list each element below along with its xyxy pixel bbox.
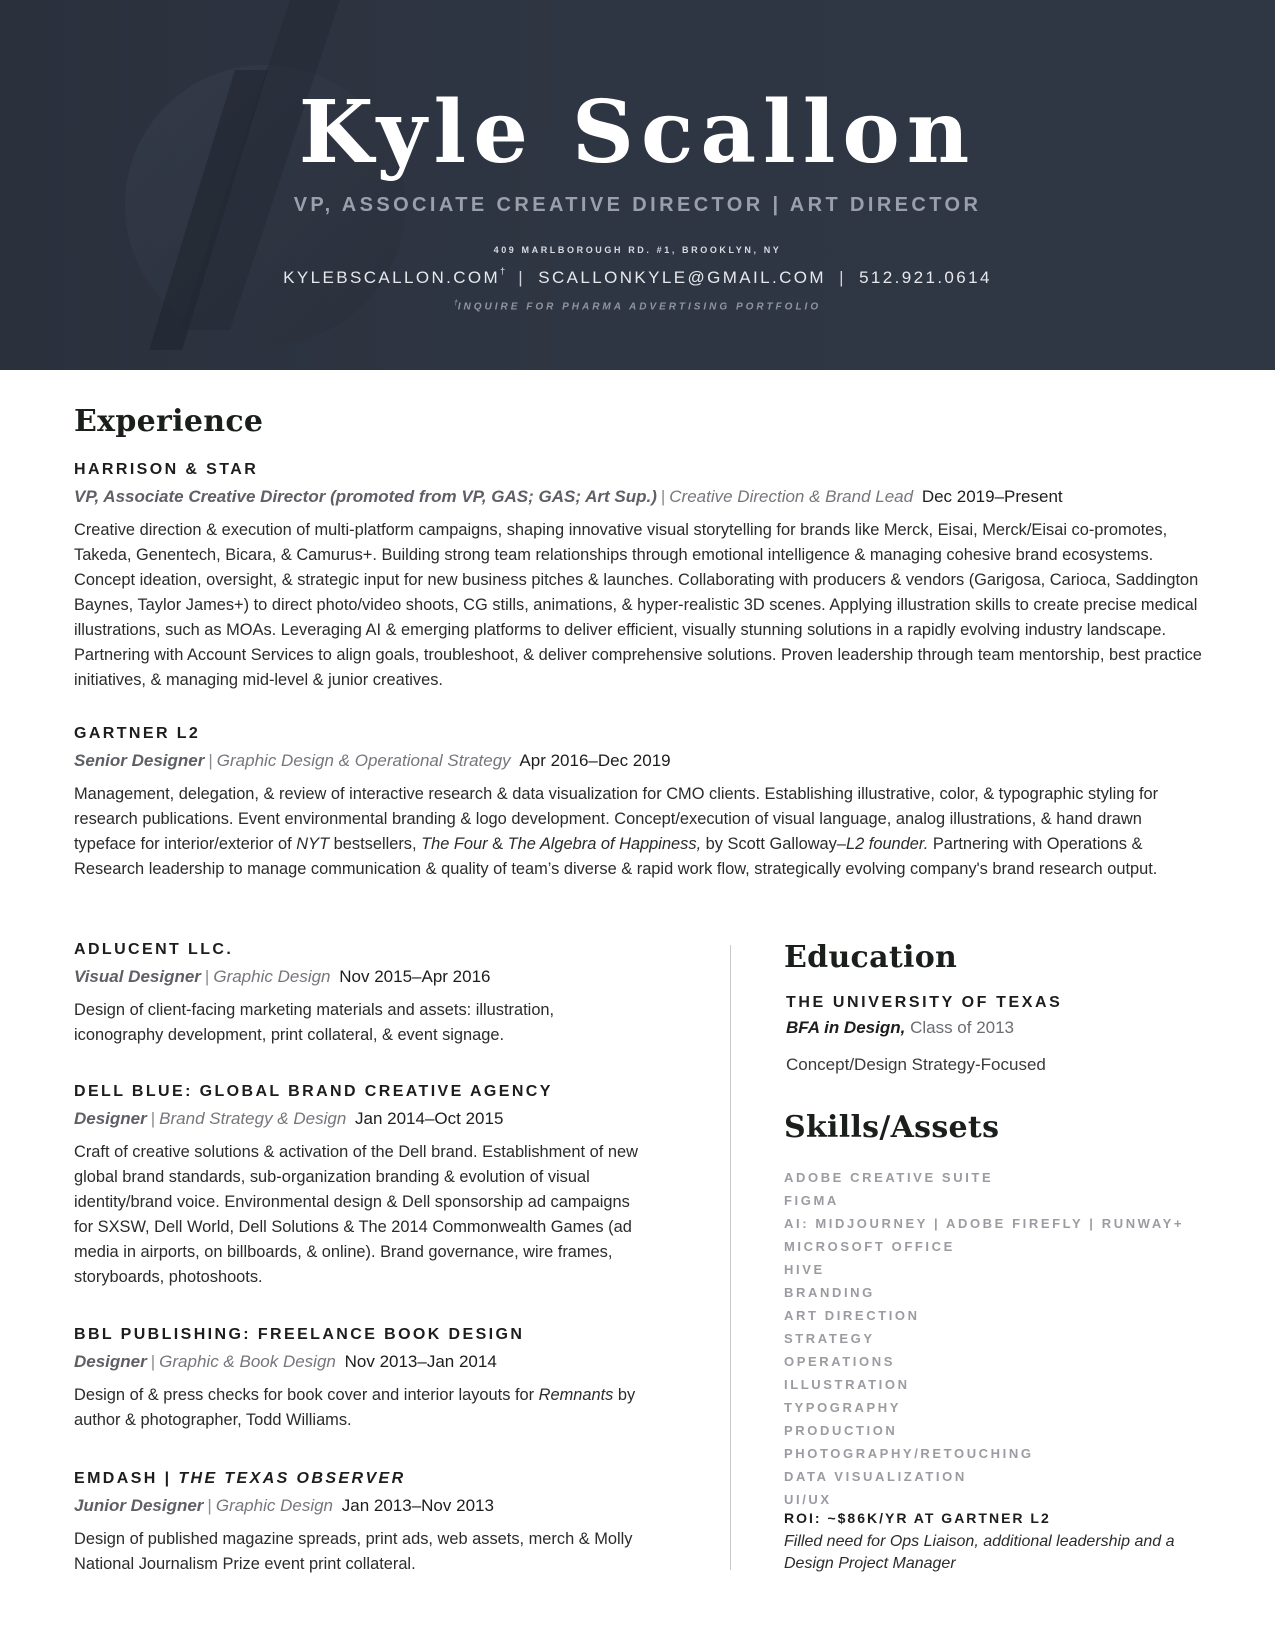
company-name: BBL PUBLISHING: FREELANCE BOOK DESIGN <box>74 1326 525 1343</box>
dagger-mark: † <box>453 300 458 307</box>
role-line: Designer | Graphic & Book Design Nov 2013–Jan 2014 <box>74 1352 497 1371</box>
job-role: Junior Designer <box>74 1496 204 1515</box>
job-dates: Apr 2016–Dec 2019 <box>519 751 671 770</box>
skill-item: MICROSOFT OFFICE <box>784 1239 955 1254</box>
skill-item: PRODUCTION <box>784 1423 898 1438</box>
degree: BFA in Design, <box>786 1018 906 1037</box>
job-dates: Jan 2013–Nov 2013 <box>341 1496 494 1515</box>
email-link[interactable]: SCALLONKYLE@GMAIL.COM <box>538 268 826 287</box>
job-entry <box>74 1082 649 1290</box>
skill-item: STRATEGY <box>784 1331 875 1346</box>
skills-list <box>784 1166 1184 1511</box>
role-line: VP, Associate Creative Director (promoted from VP, GAS; GAS; Art Sup.) | Creative Direction & Brand Lead Dec 2019–Present <box>74 487 1063 506</box>
job-dates: Dec 2019–Present <box>921 487 1063 506</box>
role-line: Junior Designer | Graphic Design Jan 2013–Nov 2013 <box>74 1496 494 1515</box>
mailing-address: 409 MARLBOROUGH RD. #1, BROOKLYN, NY <box>493 245 782 255</box>
school-name: THE UNIVERSITY OF TEXAS <box>786 994 1063 1011</box>
phone-link[interactable]: 512.921.0614 <box>859 268 992 287</box>
education-heading: Education <box>784 940 958 975</box>
skill-item: HIVE <box>784 1262 825 1277</box>
job-focus: Graphic Design <box>213 967 331 986</box>
skill-item: UI/UX <box>784 1492 832 1507</box>
job-role: VP, Associate Creative Director (promoted from VP, GAS; GAS; Art Sup.) <box>74 487 657 506</box>
roi-note: Filled need for Ops Liaison, additional leadership and a Design Project Manager <box>784 1533 1175 1572</box>
monogram-logo-icon <box>0 0 1275 370</box>
job-role: Senior Designer <box>74 751 205 770</box>
class-year: Class of 2013 <box>910 1018 1015 1037</box>
company-name: HARRISON & STAR <box>74 461 259 478</box>
job-dates: Jan 2014–Oct 2015 <box>355 1109 504 1128</box>
job-focus: Creative Direction & Brand Lead <box>669 487 914 506</box>
job-focus: Brand Strategy & Design <box>159 1109 347 1128</box>
degree-line <box>786 1018 1014 1038</box>
candidate-name: Kyle Scallon <box>298 82 977 183</box>
job-entry <box>74 1325 659 1433</box>
website-link[interactable]: KYLEBSCALLON.COM <box>283 268 501 287</box>
candidate-title: VP, ASSOCIATE CREATIVE DIRECTOR | ART DIRECTOR <box>293 194 982 216</box>
skill-item: TYPOGRAPHY <box>784 1400 902 1415</box>
portfolio-note: †INQUIRE FOR PHARMA ADVERTISING PORTFOLIO <box>453 300 822 313</box>
role-line: Visual Designer | Graphic Design Nov 2015–Apr 2016 <box>74 967 491 986</box>
job-role: Designer <box>74 1109 147 1128</box>
role-line: Designer | Brand Strategy & Design Jan 2014–Oct 2015 <box>74 1109 504 1128</box>
job-focus: Graphic Design & Operational Strategy <box>216 751 511 770</box>
contact-separator: | <box>839 268 846 287</box>
job-focus: Graphic & Book Design <box>159 1352 336 1371</box>
job-description: Management, delegation, & review of interactive research & data visualization for CMO clients. Establishing illustrative, color, & typographic styling for research publications. Event environmental branding & logo development. Concept/execution of visual language, analog illustrations, & hand drawn typeface for interior/exterior of NYT bestsellers, The Four & The Algebra of Happiness, by Scott Galloway–L2 founder. Partnering with Operations & Research leadership to manage communication & quality of team’s diverse & rapid work flow, strategically evolving company's brand research output. <box>74 785 1159 878</box>
job-entry <box>74 460 1204 693</box>
skill-item: ART DIRECTION <box>784 1308 920 1323</box>
company-name: GARTNER L2 <box>74 725 201 742</box>
skill-item: ILLUSTRATION <box>784 1377 910 1392</box>
job-description: Creative direction & execution of multi-platform campaigns, shaping innovative visual storytelling for brands like Merck, Eisai, Merck/Eisai co-promotes, Takeda, Genentech, Bicara, & Camurus+. Building strong team relationships through emotional intelligence & managing cohesive brand ecosystems. Concept ideation, oversight, & strategic input for new business pitches & launches. Collaborating with producers & vendors (Garigosa, Carioca, Saddington Baynes, Taylor James+) to direct photo/video shoots, CG stills, animations, & hyper-realistic 3D scenes. Applying illustration skills to create precise medical illustrations, such as MOAs. Leveraging AI & emerging platforms to deliver efficient, visually stunning solutions in a rapidly evolving industry landscape. Partnering with Account Services to align goals, troubleshoot, & deliver comprehensive solutions. Proven leadership through team mentorship, best practice initiatives, & managing mid-level & junior creatives. <box>74 521 1202 689</box>
company-name: DELL BLUE: GLOBAL BRAND CREATIVE AGENCY <box>74 1083 553 1100</box>
skill-item: FIGMA <box>784 1193 839 1208</box>
company-name: ADLUCENT LLC. <box>74 941 234 958</box>
contact-separator: | <box>518 268 526 287</box>
skills-heading: Skills/Assets <box>784 1110 1000 1145</box>
column-divider <box>730 945 731 1570</box>
job-entry <box>74 1469 634 1577</box>
job-role: Visual Designer <box>74 967 201 986</box>
skill-item: ADOBE CREATIVE SUITE <box>784 1170 994 1185</box>
job-entry <box>74 940 634 1048</box>
job-description: Design of client-facing marketing materials and assets: illustration, iconography development, print collateral, & event signage. <box>74 1001 555 1044</box>
publication-name: THE TEXAS OBSERVER <box>178 1470 406 1487</box>
resume-header <box>0 0 1275 370</box>
job-description: Design of & press checks for book cover and interior layouts for Remnants by author & photographer, Todd Williams. <box>74 1386 636 1429</box>
job-description: Design of published magazine spreads, print ads, web assets, merch & Molly National Journalism Prize event print collateral. <box>74 1530 633 1573</box>
skill-item: AI: MIDJOURNEY | ADOBE FIREFLY | RUNWAY+ <box>784 1216 1185 1231</box>
job-dates: Nov 2013–Jan 2014 <box>344 1352 497 1371</box>
skill-item: DATA VISUALIZATION <box>784 1469 967 1484</box>
job-focus: Graphic Design <box>215 1496 334 1515</box>
dagger-mark: † <box>500 266 506 276</box>
job-description: Craft of creative solutions & activation of the Dell brand. Establishment of new global brand standards, sub-organization branding & evolution of visual identity/brand voice. Environmental design & Dell sponsorship ad campaigns for SXSW, Dell World, Dell Solutions & The 2014 Commonwealth Games (ad media in airports, on billboards, & online). Brand governance, wire frames, storyboards, photoshoots. <box>74 1143 638 1286</box>
skill-item: PHOTOGRAPHY/RETOUCHING <box>784 1446 1034 1461</box>
experience-heading: Experience <box>74 404 264 439</box>
job-role: Designer <box>74 1352 147 1371</box>
education-focus: Concept/Design Strategy-Focused <box>786 1055 1046 1074</box>
company-name: EMDASH | THE TEXAS OBSERVER <box>74 1470 406 1487</box>
role-line: Senior Designer | Graphic Design & Operational Strategy Apr 2016–Dec 2019 <box>74 751 671 770</box>
job-entry <box>74 724 1204 882</box>
job-dates: Nov 2015–Apr 2016 <box>339 967 491 986</box>
contact-line <box>0 268 1275 288</box>
skill-item: BRANDING <box>784 1285 875 1300</box>
skill-item: OPERATIONS <box>784 1354 895 1369</box>
roi-statement: ROI: ~$86K/YR AT GARTNER L2 <box>784 1510 1051 1526</box>
